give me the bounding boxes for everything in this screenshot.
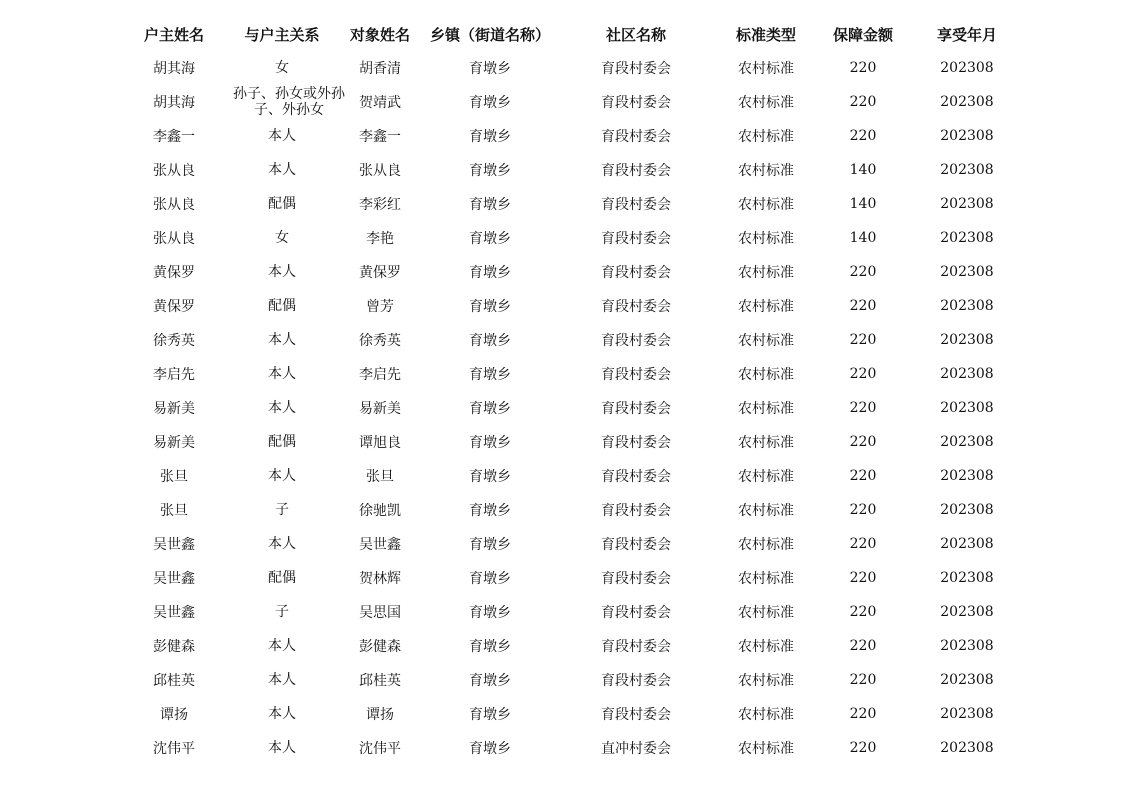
cell-community: 育段村委会 (601, 333, 671, 349)
relationship-text: 本人 (268, 263, 296, 280)
cell-standard-type: 农村标准 (738, 197, 794, 213)
cell-householder-name: 黄保罗 (153, 299, 195, 315)
cell-householder-name: 张从良 (153, 163, 195, 179)
cell-householder-name: 沈伟平 (153, 741, 195, 757)
cell-community: 育段村委会 (601, 401, 671, 417)
cell-community: 育段村委会 (601, 95, 671, 111)
cell-householder-name: 吴世鑫 (153, 537, 195, 553)
cell-relationship (230, 289, 334, 323)
cell-amount: 140 (849, 230, 877, 246)
table-row (118, 153, 1022, 187)
header-recipient-name: 对象姓名 (349, 25, 410, 44)
cell-community: 育段村委会 (601, 129, 671, 145)
relationship-text: 本人 (268, 671, 296, 688)
relationship-text: 配偶 (268, 195, 296, 212)
cell-householder-name: 谭扬 (160, 707, 188, 723)
relationship-text: 本人 (268, 535, 296, 552)
relationship-text: 本人 (268, 365, 296, 382)
cell-community: 育段村委会 (601, 639, 671, 655)
cell-amount: 220 (849, 366, 877, 382)
relationship-text: 配偶 (268, 433, 296, 450)
cell-month: 202308 (940, 298, 994, 314)
cell-recipient-name: 吴世鑫 (359, 537, 401, 553)
relationship-text: 本人 (268, 399, 296, 416)
header-amount: 保障金额 (832, 25, 893, 44)
cell-month: 202308 (940, 332, 994, 348)
cell-recipient-name: 黄保罗 (359, 265, 401, 281)
table-row (118, 51, 1022, 85)
cell-standard-type: 农村标准 (738, 231, 794, 247)
cell-township: 育墩乡 (469, 469, 511, 485)
cell-township: 育墩乡 (469, 129, 511, 145)
cell-householder-name: 张旦 (160, 503, 188, 519)
cell-recipient-name: 吴思国 (359, 605, 401, 621)
cell-month: 202308 (940, 706, 994, 722)
cell-township: 育墩乡 (469, 639, 511, 655)
cell-recipient-name: 张从良 (359, 163, 401, 179)
relationship-text: 孙子、孙女或外孙子、外孙女 (233, 85, 345, 118)
cell-community: 育段村委会 (601, 61, 671, 77)
cell-standard-type: 农村标准 (738, 741, 794, 757)
cell-standard-type: 农村标准 (738, 707, 794, 723)
cell-standard-type: 农村标准 (738, 333, 794, 349)
cell-relationship (230, 51, 334, 85)
table-row (118, 629, 1022, 663)
table-row (118, 731, 1022, 765)
cell-householder-name: 李鑫一 (153, 129, 195, 145)
cell-community: 育段村委会 (601, 265, 671, 281)
cell-recipient-name: 易新美 (359, 401, 401, 417)
table-row (118, 357, 1022, 391)
relationship-text: 子 (275, 603, 289, 620)
cell-month: 202308 (940, 638, 994, 654)
cell-township: 育墩乡 (469, 231, 511, 247)
cell-relationship (230, 187, 334, 221)
cell-township: 育墩乡 (469, 299, 511, 315)
cell-community: 育段村委会 (601, 367, 671, 383)
cell-community: 育段村委会 (601, 469, 671, 485)
header-relationship: 与户主关系 (244, 25, 320, 44)
cell-recipient-name: 曾芳 (366, 299, 394, 315)
cell-recipient-name: 胡香清 (359, 61, 401, 77)
header-month: 享受年月 (936, 25, 997, 44)
cell-relationship (230, 527, 334, 561)
cell-amount: 140 (849, 196, 877, 212)
cell-month: 202308 (940, 604, 994, 620)
cell-month: 202308 (940, 672, 994, 688)
table-row (118, 255, 1022, 289)
cell-amount: 220 (849, 536, 877, 552)
cell-amount: 220 (849, 264, 877, 280)
relationship-text: 子 (275, 501, 289, 518)
cell-standard-type: 农村标准 (738, 61, 794, 77)
cell-recipient-name: 徐秀英 (359, 333, 401, 349)
cell-standard-type: 农村标准 (738, 605, 794, 621)
cell-relationship (230, 663, 334, 697)
relationship-text: 本人 (268, 739, 296, 756)
cell-recipient-name: 李彩红 (359, 197, 401, 213)
table-row (118, 697, 1022, 731)
cell-amount: 220 (849, 94, 877, 110)
cell-householder-name: 李启先 (153, 367, 195, 383)
cell-township: 育墩乡 (469, 163, 511, 179)
cell-township: 育墩乡 (469, 197, 511, 213)
cell-standard-type: 农村标准 (738, 163, 794, 179)
cell-month: 202308 (940, 264, 994, 280)
cell-relationship (230, 85, 345, 119)
relationship-text: 本人 (268, 331, 296, 348)
cell-month: 202308 (940, 536, 994, 552)
cell-standard-type: 农村标准 (738, 367, 794, 383)
cell-relationship (230, 425, 334, 459)
table-row (118, 289, 1022, 323)
cell-amount: 220 (849, 60, 877, 76)
relationship-text: 配偶 (268, 569, 296, 586)
cell-relationship (230, 153, 334, 187)
cell-standard-type: 农村标准 (738, 639, 794, 655)
header-community: 社区名称 (605, 25, 666, 44)
cell-standard-type: 农村标准 (738, 571, 794, 587)
cell-relationship (230, 629, 334, 663)
relationship-text: 本人 (268, 637, 296, 654)
cell-month: 202308 (940, 434, 994, 450)
cell-township: 育墩乡 (469, 265, 511, 281)
document-page (118, 17, 1022, 765)
cell-standard-type: 农村标准 (738, 299, 794, 315)
cell-month: 202308 (940, 366, 994, 382)
cell-householder-name: 邱桂英 (153, 673, 195, 689)
cell-amount: 220 (849, 570, 877, 586)
cell-householder-name: 黄保罗 (153, 265, 195, 281)
relationship-text: 本人 (268, 161, 296, 178)
cell-recipient-name: 张旦 (366, 469, 394, 485)
table-row (118, 663, 1022, 697)
relationship-text: 本人 (268, 705, 296, 722)
table-row (118, 119, 1022, 153)
table-row (118, 459, 1022, 493)
cell-standard-type: 农村标准 (738, 469, 794, 485)
cell-township: 育墩乡 (469, 367, 511, 383)
cell-standard-type: 农村标准 (738, 503, 794, 519)
cell-recipient-name: 李艳 (366, 231, 394, 247)
cell-recipient-name: 贺靖武 (359, 95, 401, 111)
cell-month: 202308 (940, 128, 994, 144)
cell-relationship (230, 595, 334, 629)
table-row (118, 323, 1022, 357)
cell-township: 育墩乡 (469, 503, 511, 519)
cell-relationship (230, 255, 334, 289)
cell-recipient-name: 彭健森 (359, 639, 401, 655)
cell-township: 育墩乡 (469, 707, 511, 723)
cell-amount: 220 (849, 434, 877, 450)
cell-householder-name: 胡其海 (153, 61, 195, 77)
cell-township: 育墩乡 (469, 605, 511, 621)
cell-amount: 220 (849, 740, 877, 756)
cell-community: 育段村委会 (601, 503, 671, 519)
header-standard-type: 标准类型 (735, 25, 796, 44)
cell-township: 育墩乡 (469, 401, 511, 417)
cell-community: 育段村委会 (601, 673, 671, 689)
cell-standard-type: 农村标准 (738, 537, 794, 553)
cell-recipient-name: 沈伟平 (359, 741, 401, 757)
cell-standard-type: 农村标准 (738, 673, 794, 689)
cell-standard-type: 农村标准 (738, 95, 794, 111)
cell-householder-name: 胡其海 (153, 95, 195, 111)
cell-recipient-name: 贺林辉 (359, 571, 401, 587)
cell-householder-name: 易新美 (153, 401, 195, 417)
cell-amount: 220 (849, 298, 877, 314)
cell-relationship (230, 119, 334, 153)
cell-amount: 220 (849, 332, 877, 348)
table-row (118, 561, 1022, 595)
cell-relationship (230, 391, 334, 425)
cell-township: 育墩乡 (469, 333, 511, 349)
cell-recipient-name: 徐驰凯 (359, 503, 401, 519)
cell-community: 育段村委会 (601, 163, 671, 179)
cell-community: 育段村委会 (601, 707, 671, 723)
cell-month: 202308 (940, 94, 994, 110)
cell-householder-name: 吴世鑫 (153, 605, 195, 621)
table-row (118, 493, 1022, 527)
cell-community: 育段村委会 (601, 197, 671, 213)
table-header-row (118, 17, 1022, 51)
cell-standard-type: 农村标准 (738, 401, 794, 417)
table-row (118, 187, 1022, 221)
cell-township: 育墩乡 (469, 571, 511, 587)
table-row (118, 527, 1022, 561)
cell-recipient-name: 谭旭良 (359, 435, 401, 451)
table-row (118, 391, 1022, 425)
cell-month: 202308 (940, 468, 994, 484)
cell-amount: 220 (849, 128, 877, 144)
header-township: 乡镇（街道名称） (429, 25, 550, 44)
cell-community: 育段村委会 (601, 605, 671, 621)
cell-standard-type: 农村标准 (738, 435, 794, 451)
table-row (118, 425, 1022, 459)
cell-township: 育墩乡 (469, 435, 511, 451)
cell-amount: 220 (849, 468, 877, 484)
cell-month: 202308 (940, 400, 994, 416)
cell-standard-type: 农村标准 (738, 265, 794, 281)
cell-recipient-name: 李鑫一 (359, 129, 401, 145)
cell-householder-name: 张旦 (160, 469, 188, 485)
cell-community: 育段村委会 (601, 435, 671, 451)
cell-relationship (230, 323, 334, 357)
cell-month: 202308 (940, 60, 994, 76)
table-row (118, 85, 1022, 119)
cell-householder-name: 易新美 (153, 435, 195, 451)
relationship-text: 本人 (268, 127, 296, 144)
cell-relationship (230, 357, 334, 391)
cell-community: 育段村委会 (601, 231, 671, 247)
relationship-text: 女 (275, 229, 289, 246)
header-householder-name: 户主姓名 (143, 25, 204, 44)
cell-amount: 220 (849, 604, 877, 620)
cell-relationship (230, 561, 334, 595)
cell-month: 202308 (940, 502, 994, 518)
relationship-text: 本人 (268, 467, 296, 484)
cell-amount: 220 (849, 502, 877, 518)
cell-community: 育段村委会 (601, 571, 671, 587)
relationship-text: 女 (275, 59, 289, 76)
cell-relationship (230, 459, 334, 493)
beneficiary-table (118, 17, 1022, 765)
cell-township: 育墩乡 (469, 95, 511, 111)
cell-township: 育墩乡 (469, 537, 511, 553)
relationship-text: 配偶 (268, 297, 296, 314)
cell-community: 直冲村委会 (601, 741, 671, 757)
cell-relationship (230, 493, 334, 527)
cell-month: 202308 (940, 196, 994, 212)
cell-community: 育段村委会 (601, 537, 671, 553)
cell-amount: 220 (849, 706, 877, 722)
table-row (118, 221, 1022, 255)
cell-community: 育段村委会 (601, 299, 671, 315)
cell-township: 育墩乡 (469, 673, 511, 689)
cell-relationship (230, 731, 334, 765)
cell-recipient-name: 谭扬 (366, 707, 394, 723)
cell-standard-type: 农村标准 (738, 129, 794, 145)
cell-householder-name: 张从良 (153, 231, 195, 247)
cell-householder-name: 徐秀英 (153, 333, 195, 349)
cell-recipient-name: 邱桂英 (359, 673, 401, 689)
cell-relationship (230, 697, 334, 731)
cell-township: 育墩乡 (469, 741, 511, 757)
cell-month: 202308 (940, 570, 994, 586)
cell-householder-name: 彭健森 (153, 639, 195, 655)
table-row (118, 595, 1022, 629)
cell-month: 202308 (940, 162, 994, 178)
cell-amount: 220 (849, 672, 877, 688)
cell-householder-name: 张从良 (153, 197, 195, 213)
cell-month: 202308 (940, 230, 994, 246)
cell-township: 育墩乡 (469, 61, 511, 77)
cell-amount: 220 (849, 400, 877, 416)
cell-amount: 140 (849, 162, 877, 178)
cell-month: 202308 (940, 740, 994, 756)
cell-recipient-name: 李启先 (359, 367, 401, 383)
cell-householder-name: 吴世鑫 (153, 571, 195, 587)
cell-relationship (230, 221, 334, 255)
cell-amount: 220 (849, 638, 877, 654)
